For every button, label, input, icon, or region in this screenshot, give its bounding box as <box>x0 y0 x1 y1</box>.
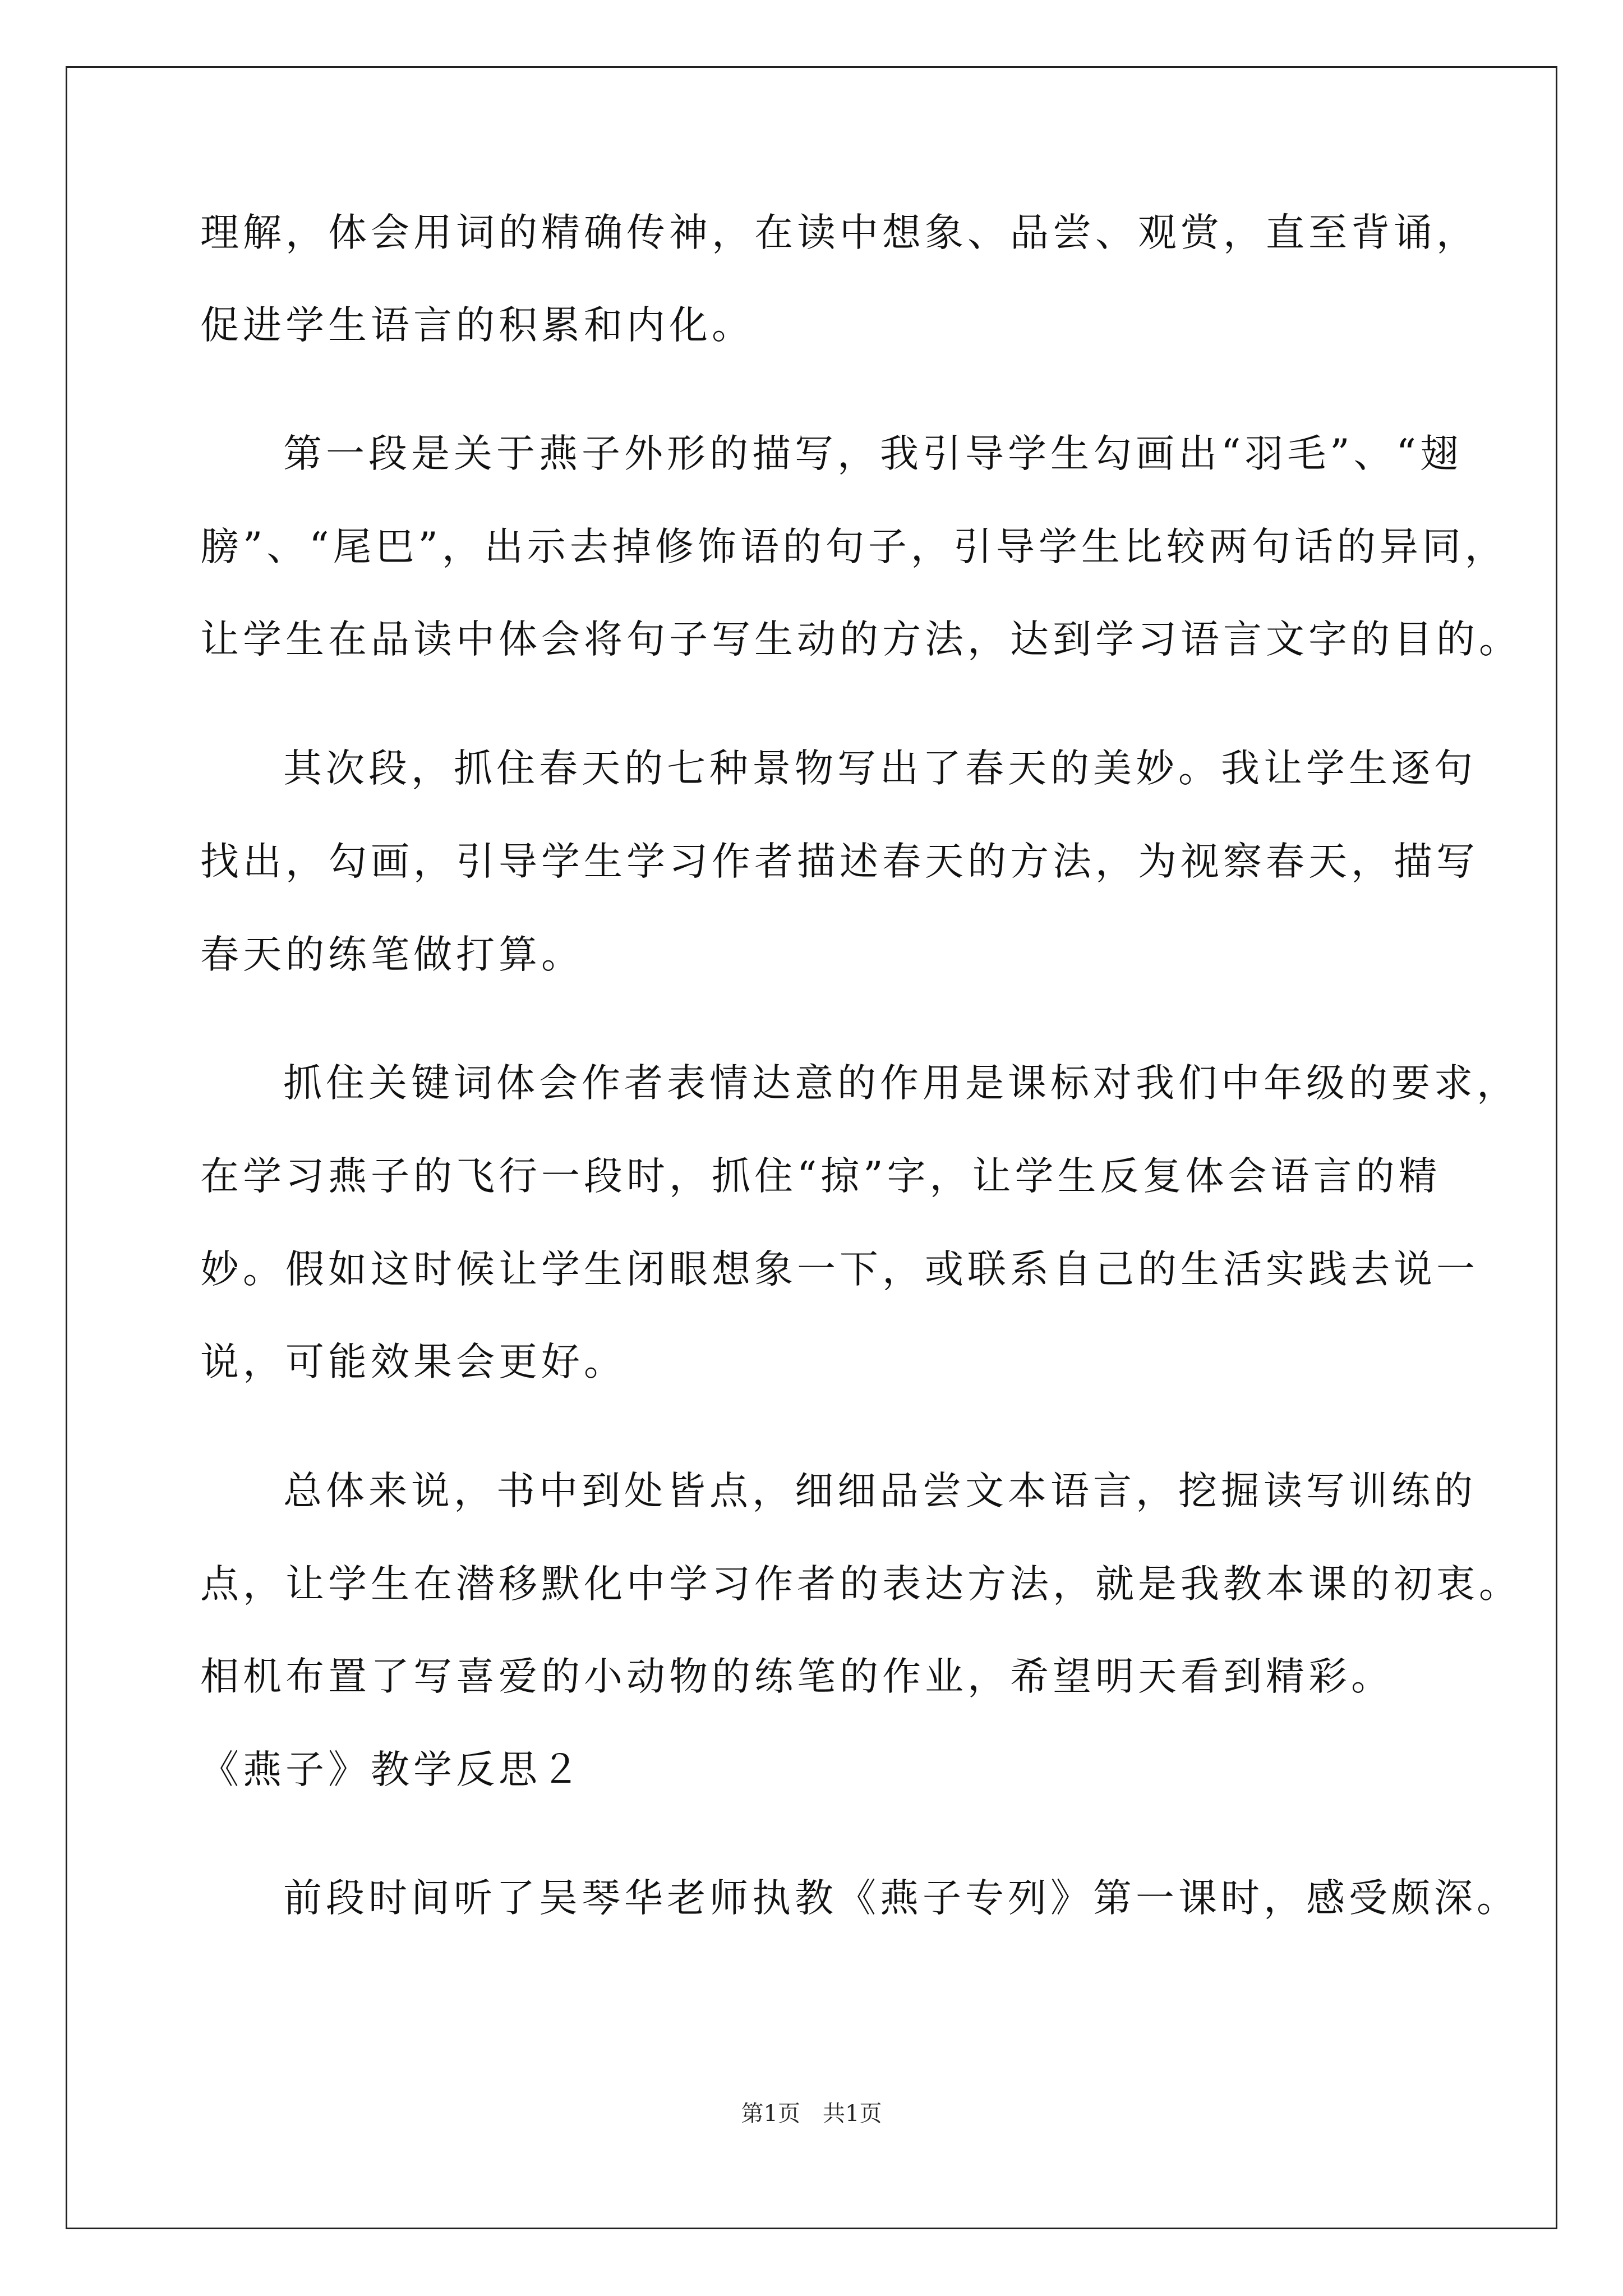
text-line: 点，让学生在潜移默化中学习作者的表达方法，就是我教本课的初衷。 <box>200 1562 1521 1607</box>
paragraph-first-line: 总体来说，书中到处皆点，细细品尝文本语言，挖掘读写训练的 <box>283 1469 1477 1513</box>
text-line: 春天的练笔做打算。 <box>200 932 584 977</box>
text-line: 促进学生语言的积累和内化。 <box>200 303 754 348</box>
page-number: 第1页 <box>741 2101 800 2127</box>
text-line: 相机布置了写喜爱的小动物的练笔的作业，希望明天看到精彩。 <box>200 1654 1394 1699</box>
text-line: 妙。假如这时候让学生闭眼想象一下，或联系自己的生活实践去说一 <box>200 1247 1479 1292</box>
page-footer <box>0 2096 1623 2128</box>
paragraph-first-line: 第一段是关于燕子外形的描写，我引导学生勾画出“羽毛”、“翅 <box>283 431 1463 476</box>
paragraph-first-line: 前段时间听了吴琴华老师执教《燕子专列》第一课时，感受颇深。 <box>283 1876 1519 1921</box>
section-heading: 《燕子》教学反思２ <box>200 1747 584 1792</box>
text-line: 在学习燕子的飞行一段时，抓住“掠”字，让学生反复体会语言的精 <box>200 1154 1441 1199</box>
text-line: 找出，勾画，引导学生学习作者描述春天的方法，为视察春天，描写 <box>200 839 1479 884</box>
text-line: 理解，体会用词的精确传神，在读中想象、品尝、观赏，直至背诵， <box>200 210 1479 255</box>
paragraph-first-line: 抓住关键词体会作者表情达意的作用是课标对我们中年级的要求， <box>283 1061 1519 1106</box>
text-line: 膀”、“尾巴”，出示去掉修饰语的句子，引导学生比较两句话的异同， <box>200 524 1507 569</box>
text-line: 说，可能效果会更好。 <box>200 1340 626 1384</box>
page-total: 共1页 <box>823 2101 882 2127</box>
text-line: 让学生在品读中体会将句子写生动的方法，达到学习语言文字的目的。 <box>200 617 1521 662</box>
paragraph-first-line: 其次段，抓住春天的七种景物写出了春天的美妙。我让学生逐句 <box>283 746 1477 791</box>
